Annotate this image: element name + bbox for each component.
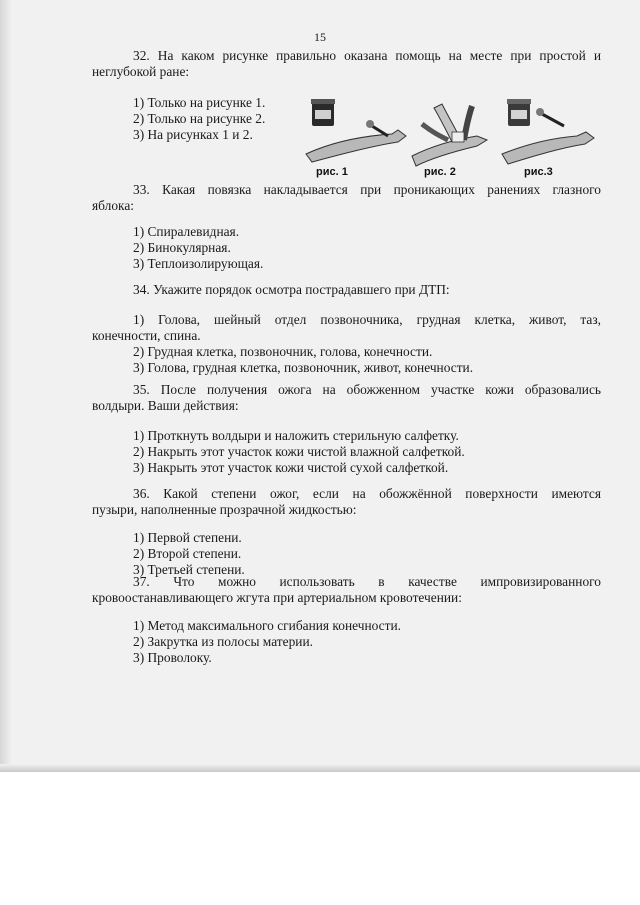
question-34-option-3: 3) Голова, грудная клетка, позвоночник, живот, конечности. [133,360,474,375]
figure-2-caption: рис. 2 [424,166,456,178]
question-33-text: 33. Какая повязка накладывается при проникающих ранениях глазного [133,182,601,197]
question-34-option-2: 2) Грудная клетка, позвоночник, голова, конечности. [133,344,433,359]
first-aid-illustrations [302,96,602,178]
page-number: 15 [314,30,326,44]
figure-3-caption: рис.3 [524,166,553,178]
question-35-text-cont: волдыри. Ваши действия: [92,398,239,413]
question-37-option-1: 1) Метод максимального сгибания конечности. [133,618,401,633]
question-33-option-2: 2) Бинокулярная. [133,240,231,255]
figure-1-illustration [306,99,406,162]
question-35-option-2: 2) Накрыть этот участок кожи чистой влажной салфеткой. [133,444,465,459]
question-34-text: 34. Укажите порядок осмотра пострадавшего при ДТП: [133,282,450,297]
figure-1-caption: рис. 1 [316,166,348,178]
figure-3-illustration [502,99,594,164]
question-32-option-2: 2) Только на рисунке 2. [133,111,266,126]
question-36-option-1: 1) Первой степени. [133,530,242,545]
question-32-option-1: 1) Только на рисунке 1. [133,95,266,110]
question-37-option-2: 2) Закрутка из полосы материи. [133,634,313,649]
question-37-text: 37. Что можно использовать в качестве импровизированного [133,574,601,589]
question-37-option-3: 3) Проволоку. [133,650,212,665]
question-35-option-3: 3) Накрыть этот участок кожи чистой сухой салфеткой. [133,460,449,475]
question-36-option-3: 3) Третьей степени. [133,562,245,577]
question-35-text: 35. После получения ожога на обожженном участке кожи образовались [133,382,601,397]
question-32-text: 32. На каком рисунке правильно оказана помощь на месте при простой и [133,48,601,63]
question-32-text-cont: неглубокой ране: [92,64,190,79]
question-33-option-1: 1) Спиралевидная. [133,224,240,239]
question-37-text-cont: кровоостанавливающего жгута при артериальном кровотечении: [92,590,462,605]
question-35-option-1: 1) Проткнуть волдыри и наложить стерильную салфетку. [133,428,459,443]
figure-2-illustration [412,104,487,166]
question-33-option-3: 3) Теплоизолирующая. [133,256,264,271]
question-36-text: 36. Какой степени ожог, если на обожжённой поверхности имеются [133,486,601,501]
question-34-option-1: 1) Голова, шейный отдел позвоночника, грудная клетка, живот, таз, [133,312,601,327]
question-32-option-3: 3) На рисунках 1 и 2. [133,127,253,142]
question-34-option-1-cont: конечности, спина. [92,328,201,343]
question-33-text-cont: яблока: [92,198,134,213]
question-36-text-cont: пузыри, наполненные прозрачной жидкостью: [92,502,357,517]
question-36-option-2: 2) Второй степени. [133,546,242,561]
